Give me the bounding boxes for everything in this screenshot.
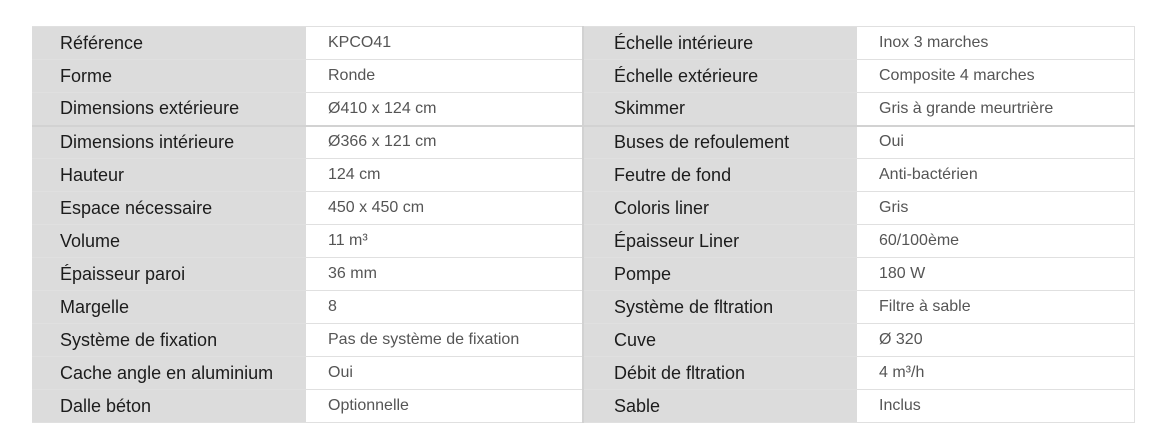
spec-label: Épaisseur paroi	[32, 258, 306, 291]
spec-label: Pompe	[583, 258, 857, 291]
spec-label: Dimensions extérieure	[32, 93, 306, 126]
spec-label: Cuve	[583, 324, 857, 357]
spec-label: Dalle béton	[32, 390, 306, 423]
spec-value: KPCO41	[306, 27, 583, 60]
spec-value: Filtre à sable	[857, 291, 1134, 324]
specifications-body	[32, 27, 1134, 423]
spec-label: Margelle	[32, 291, 306, 324]
table-row	[32, 60, 1134, 93]
spec-label: Référence	[32, 27, 306, 60]
spec-value: 36 mm	[306, 258, 583, 291]
spec-value: Anti-bactérien	[857, 159, 1134, 192]
table-row	[32, 126, 1134, 159]
spec-value: Optionnelle	[306, 390, 583, 423]
specifications-table	[32, 26, 1135, 423]
spec-value: 180 W	[857, 258, 1134, 291]
table-row	[32, 192, 1134, 225]
spec-value: 124 cm	[306, 159, 583, 192]
spec-value: 60/100ème	[857, 225, 1134, 258]
spec-label: Hauteur	[32, 159, 306, 192]
table-row	[32, 324, 1134, 357]
spec-label: Feutre de fond	[583, 159, 857, 192]
table-row	[32, 390, 1134, 423]
spec-value: Ø366 x 121 cm	[306, 126, 583, 159]
spec-label: Échelle intérieure	[583, 27, 857, 60]
spec-label: Débit de fltration	[583, 357, 857, 390]
spec-label: Coloris liner	[583, 192, 857, 225]
table-row	[32, 258, 1134, 291]
spec-value: Gris à grande meurtrière	[857, 93, 1134, 126]
table-row	[32, 225, 1134, 258]
spec-label: Buses de refoulement	[583, 126, 857, 159]
spec-value: Composite 4 marches	[857, 60, 1134, 93]
spec-label: Sable	[583, 390, 857, 423]
spec-label: Espace nécessaire	[32, 192, 306, 225]
table-row	[32, 27, 1134, 60]
spec-value: 8	[306, 291, 583, 324]
spec-value: Ø410 x 124 cm	[306, 93, 583, 126]
spec-value: Inclus	[857, 390, 1134, 423]
spec-label: Volume	[32, 225, 306, 258]
spec-value: Ronde	[306, 60, 583, 93]
spec-value: Oui	[306, 357, 583, 390]
spec-label: Dimensions intérieure	[32, 126, 306, 159]
table-row	[32, 357, 1134, 390]
spec-label: Système de fltration	[583, 291, 857, 324]
spec-label: Forme	[32, 60, 306, 93]
table-row	[32, 291, 1134, 324]
spec-value: Ø 320	[857, 324, 1134, 357]
spec-value: Inox 3 marches	[857, 27, 1134, 60]
spec-value: 4 m³/h	[857, 357, 1134, 390]
table-row	[32, 159, 1134, 192]
spec-label: Cache angle en aluminium	[32, 357, 306, 390]
spec-value: Pas de système de fixation	[306, 324, 583, 357]
spec-value: Gris	[857, 192, 1134, 225]
spec-label: Système de fixation	[32, 324, 306, 357]
spec-value: Oui	[857, 126, 1134, 159]
spec-value: 11 m³	[306, 225, 583, 258]
spec-value: 450 x 450 cm	[306, 192, 583, 225]
spec-label: Skimmer	[583, 93, 857, 126]
table-row	[32, 93, 1134, 126]
spec-label: Épaisseur Liner	[583, 225, 857, 258]
spec-label: Échelle extérieure	[583, 60, 857, 93]
